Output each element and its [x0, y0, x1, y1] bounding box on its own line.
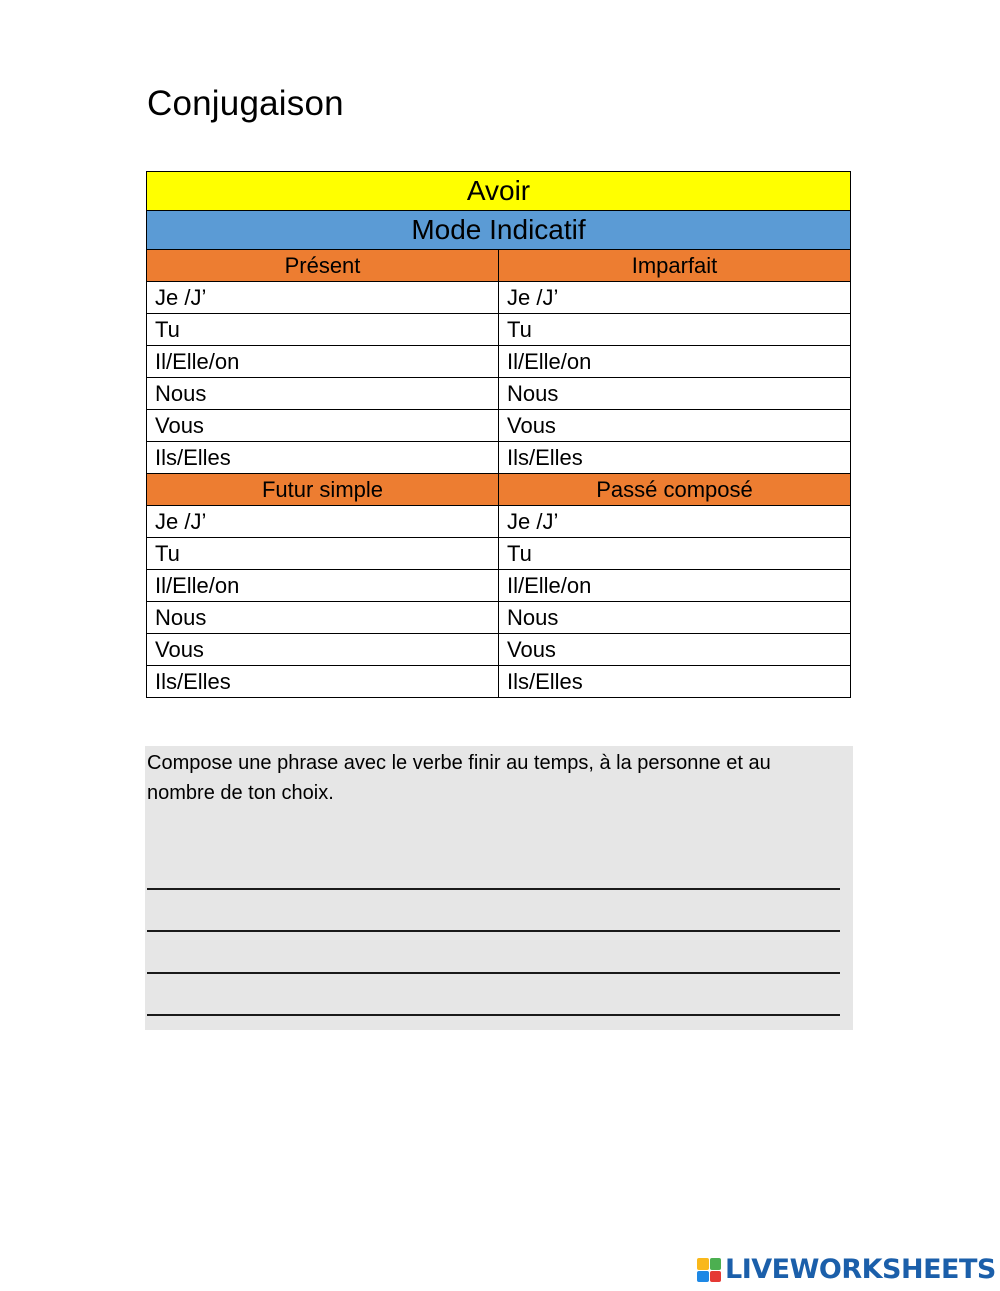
- logo-text: LIVEWORKSHEETS: [725, 1254, 996, 1285]
- compose-prompt: Compose une phrase avec le verbe finir au temps, à la personne et au nombre de ton choix.: [147, 752, 771, 804]
- pronoun-cell: Ils/Elles: [147, 666, 499, 698]
- pronoun-cell: Tu: [499, 314, 851, 346]
- tense-header: Futur simple: [147, 474, 499, 506]
- pronoun-cell: Il/Elle/on: [147, 346, 499, 378]
- pronoun-cell: Il/Elle/on: [147, 570, 499, 602]
- pronoun-cell: Vous: [499, 634, 851, 666]
- pronoun-cell: Il/Elle/on: [499, 346, 851, 378]
- pronoun-row: [147, 314, 851, 346]
- pronoun-cell: Nous: [147, 378, 499, 410]
- compose-exercise: [145, 746, 853, 1030]
- pronoun-cell: Tu: [147, 538, 499, 570]
- tense-header-row: [147, 250, 851, 282]
- verb-row: [147, 172, 851, 211]
- mode-heading: Mode Indicatif: [147, 211, 851, 250]
- pronoun-row: [147, 602, 851, 634]
- pronoun-cell: Je /J’: [147, 506, 499, 538]
- pronoun-row: [147, 442, 851, 474]
- pronoun-row: [147, 666, 851, 698]
- pronoun-cell: Ils/Elles: [499, 442, 851, 474]
- pronoun-cell: Tu: [499, 538, 851, 570]
- pronoun-cell: Nous: [147, 602, 499, 634]
- liveworksheets-logo: [697, 1255, 996, 1285]
- pronoun-cell: Je /J’: [499, 506, 851, 538]
- pronoun-cell: Vous: [147, 634, 499, 666]
- pronoun-row: [147, 538, 851, 570]
- verb-heading: Avoir: [147, 172, 851, 211]
- pronoun-cell: Vous: [499, 410, 851, 442]
- pronoun-cell: Vous: [147, 410, 499, 442]
- page-title: Conjugaison: [147, 84, 344, 123]
- conjugation-table: [146, 171, 851, 698]
- answer-line[interactable]: [147, 930, 840, 932]
- tense-header: Imparfait: [499, 250, 851, 282]
- pronoun-row: [147, 634, 851, 666]
- answer-line[interactable]: [147, 888, 840, 890]
- pronoun-row: [147, 410, 851, 442]
- tense-header-row: [147, 474, 851, 506]
- pronoun-cell: Je /J’: [499, 282, 851, 314]
- pronoun-cell: Nous: [499, 378, 851, 410]
- mode-row: [147, 211, 851, 250]
- pronoun-row: [147, 346, 851, 378]
- tense-header: Présent: [147, 250, 499, 282]
- answer-line[interactable]: [147, 972, 840, 974]
- pronoun-row: [147, 282, 851, 314]
- tense-header: Passé composé: [499, 474, 851, 506]
- liveworksheets-logo-icon: [697, 1258, 721, 1282]
- pronoun-cell: Je /J’: [147, 282, 499, 314]
- pronoun-cell: Ils/Elles: [499, 666, 851, 698]
- pronoun-row: [147, 378, 851, 410]
- pronoun-cell: Ils/Elles: [147, 442, 499, 474]
- answer-line[interactable]: [147, 1014, 840, 1016]
- pronoun-cell: Tu: [147, 314, 499, 346]
- pronoun-cell: Nous: [499, 602, 851, 634]
- pronoun-row: [147, 506, 851, 538]
- pronoun-row: [147, 570, 851, 602]
- pronoun-cell: Il/Elle/on: [499, 570, 851, 602]
